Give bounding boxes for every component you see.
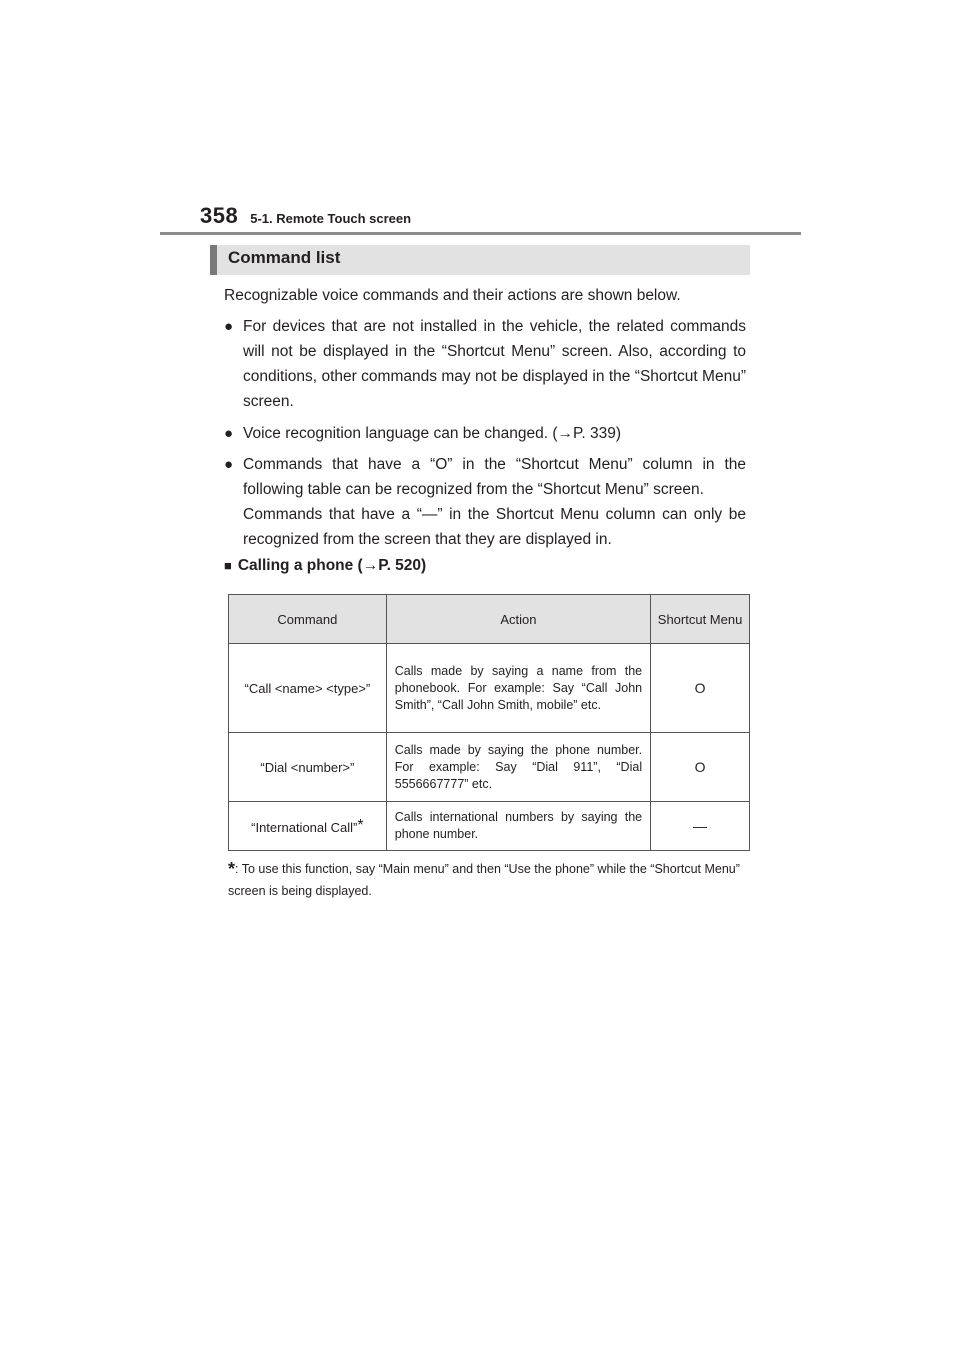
command-text: “International Call”: [251, 819, 358, 835]
action-cell: Calls international numbers by saying the phone number.: [386, 802, 650, 851]
command-cell: “Call <name> <type>”: [229, 644, 387, 733]
shortcut-cell: O: [651, 733, 750, 802]
intro-paragraph: Recognizable voice commands and their actions are shown below.: [224, 287, 681, 304]
bullet-text: For devices that are not installed in the vehicle, the related commands will not be displayed in the “Shortcut Menu” screen. Also, according to conditions, other commands may not be displayed in the “Shortcut Menu” screen.: [243, 318, 746, 410]
bullet-icon: ●: [224, 425, 234, 442]
bullet-item: [224, 421, 746, 446]
bullet-icon: ●: [224, 456, 234, 473]
action-cell: Calls made by saying the phone number. For example: Say “Dial 911”, “Dial 5556667777” etc.: [386, 733, 650, 802]
page-header: [200, 203, 411, 229]
bullet-item: [224, 314, 746, 414]
table-row: [229, 733, 750, 802]
table-row: [229, 802, 750, 851]
bullet-text: Voice recognition language can be changed. (→P. 339): [243, 425, 622, 442]
bullet-text-continued: Commands that have a “—” in the Shortcut Menu column can only be recognized from the screen that they are displayed in.: [243, 506, 746, 548]
header-shortcut-menu: Shortcut Menu: [651, 595, 750, 644]
header-command: Command: [229, 595, 387, 644]
square-bullet-icon: ■: [224, 558, 232, 573]
page-number: 358: [200, 203, 239, 228]
command-cell: “Dial <number>”: [229, 733, 387, 802]
subheading-text: Calling a phone (→P. 520): [237, 557, 427, 574]
header-divider: [160, 232, 801, 235]
command-cell: [229, 802, 387, 851]
footnote: [228, 858, 748, 902]
section-reference: 5-1. Remote Touch screen: [250, 211, 412, 226]
table-row: [229, 644, 750, 733]
action-cell: Calls made by saying a name from the phonebook. For example: Say “Call John Smith”, “Call John Smith, mobile” etc.: [386, 644, 650, 733]
table-header-row: [229, 595, 750, 644]
shortcut-cell: —: [651, 802, 750, 851]
footnote-marker: *: [228, 859, 236, 879]
footnote-marker: *: [357, 816, 364, 834]
bullet-icon: ●: [224, 318, 234, 335]
section-title: Command list: [228, 248, 341, 267]
subheading-calling-phone: [224, 557, 426, 575]
section-title-bar: [210, 245, 750, 275]
footnote-text: : To use this function, say “Main menu” and then “Use the phone” while the “Shortcut Menu” screen is being displayed.: [228, 862, 740, 898]
command-table: [228, 594, 750, 851]
header-action: Action: [386, 595, 650, 644]
bullet-text: Commands that have a “O” in the “Shortcut Menu” column in the following table can be recognized from the “Shortcut Menu” screen.: [243, 456, 746, 498]
shortcut-cell: O: [651, 644, 750, 733]
bullet-item: [224, 452, 746, 552]
